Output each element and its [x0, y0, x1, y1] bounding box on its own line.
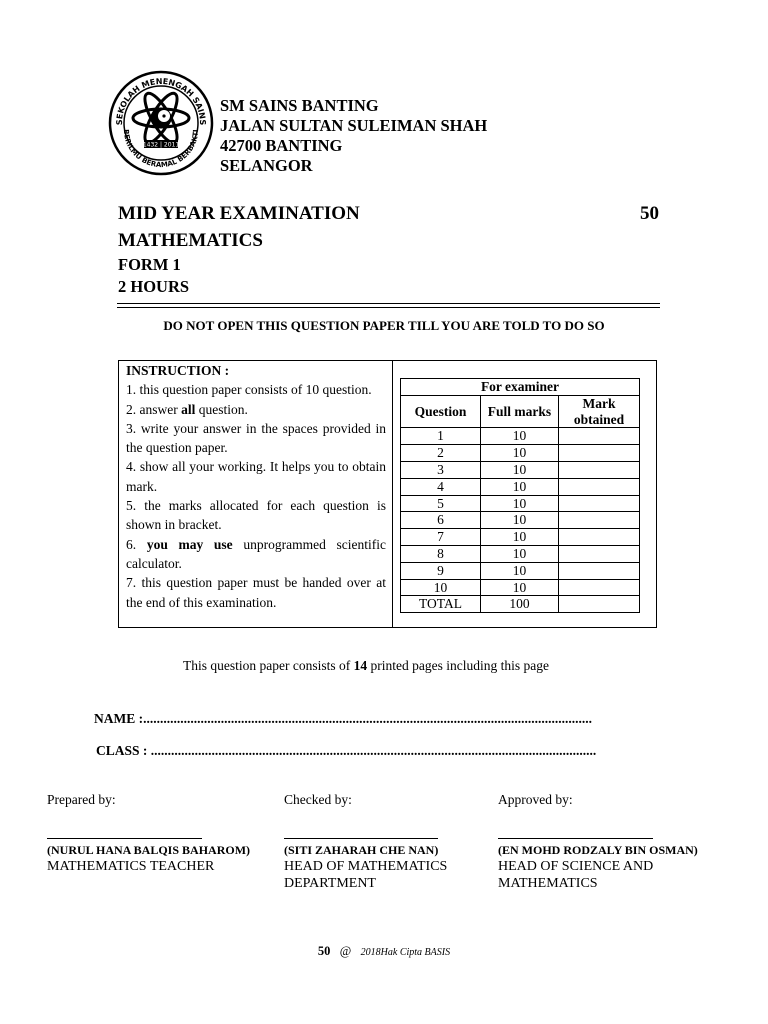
- page-footer: [0, 944, 768, 959]
- header-rule-bottom: [117, 307, 660, 308]
- total-label: TOTAL: [401, 596, 481, 613]
- class-field[interactable]: CLASS : ....................................................................................................................................: [96, 743, 597, 758]
- approved-by-label: Approved by:: [498, 792, 573, 807]
- question-number: 6: [401, 512, 481, 529]
- full-marks: 10: [481, 512, 559, 529]
- table-row: [401, 478, 640, 495]
- question-number: 8: [401, 545, 481, 562]
- logo-bottom-text: BERILMU BERAMAL BERBAKTI: [121, 129, 201, 170]
- logo-top-text: SEKOLAH MENENGAH SAINS: [114, 76, 208, 126]
- prepared-by-name: (NURUL HANA BALQIS BAHAROM): [47, 843, 251, 857]
- question-number: 2: [401, 445, 481, 462]
- question-number: 4: [401, 478, 481, 495]
- exam-title: MID YEAR EXAMINATION: [118, 203, 360, 224]
- exam-form: FORM 1: [118, 255, 181, 274]
- table-row: [401, 545, 640, 562]
- table-row: [401, 512, 640, 529]
- instruction-box-divider: [392, 360, 393, 628]
- approved-by-role: HEAD OF SCIENCE AND MATHEMATICS: [498, 859, 654, 891]
- instruction-2-post: question.: [195, 401, 248, 417]
- instruction-2: [126, 400, 386, 419]
- instruction-2-bold: all: [181, 401, 196, 417]
- question-number: 3: [401, 461, 481, 478]
- approved-by-name: (EN MOHD RODZALY BIN OSMAN): [498, 843, 698, 857]
- mark-obtained-cell: [559, 545, 640, 562]
- instruction-heading: INSTRUCTION :: [126, 363, 230, 378]
- full-marks: 10: [481, 428, 559, 445]
- table-row: [401, 562, 640, 579]
- table-row: [401, 579, 640, 596]
- question-number: 7: [401, 529, 481, 546]
- full-marks: 10: [481, 545, 559, 562]
- footer-copyright: 2018Hak Cipta BASIS: [360, 947, 451, 958]
- approved-signature-line: [498, 838, 653, 839]
- checked-by-label: Checked by:: [284, 792, 352, 807]
- mark-obtained-cell: [559, 562, 640, 579]
- instruction-list: [126, 361, 386, 612]
- table-row: [401, 495, 640, 512]
- logo-years: 1432 | 2011: [142, 141, 180, 149]
- mark-obtained-cell: [559, 428, 640, 445]
- examiner-table: [400, 378, 640, 613]
- full-marks: 10: [481, 562, 559, 579]
- instruction-6-pre: 6.: [126, 536, 147, 552]
- exam-subject: MATHEMATICS: [118, 230, 263, 251]
- mark-obtained-cell: [559, 579, 640, 596]
- total-obtained-cell: [559, 596, 640, 613]
- instruction-5: 5. the marks allocated for each question is shown in bracket.: [126, 498, 386, 533]
- checked-signature-line: [284, 838, 438, 839]
- table-row: [401, 461, 640, 478]
- exam-code: 50: [640, 203, 659, 224]
- pages-note: [0, 658, 732, 674]
- table-row: [401, 445, 640, 462]
- mark-obtained-cell: [559, 512, 640, 529]
- mark-obtained-cell: [559, 495, 640, 512]
- header-mark-obtained: Mark obtained: [559, 395, 640, 428]
- header-rule-top: [117, 303, 660, 304]
- header-full-marks: Full marks: [481, 395, 559, 428]
- full-marks: 10: [481, 579, 559, 596]
- school-state: SELANGOR: [220, 156, 313, 175]
- instruction-6-post: unprogrammed scientific calculator.: [126, 536, 386, 571]
- full-marks: 10: [481, 529, 559, 546]
- instruction-4: 4. show all your working. It helps you to obtain mark.: [126, 459, 386, 494]
- school-name: SM SAINS BANTING: [220, 96, 379, 115]
- mark-obtained-cell: [559, 445, 640, 462]
- footer-at-symbol: @: [339, 944, 352, 958]
- full-marks: 10: [481, 445, 559, 462]
- checked-by-role: HEAD OF MATHEMATICS DEPARTMENT: [284, 859, 448, 891]
- school-logo: [108, 70, 214, 176]
- question-number: 5: [401, 495, 481, 512]
- total-value: 100: [481, 596, 559, 613]
- full-marks: 10: [481, 461, 559, 478]
- instruction-7: 7. this question paper must be handed over at the end of this examination.: [126, 575, 386, 610]
- table-row: [401, 428, 640, 445]
- full-marks: 10: [481, 495, 559, 512]
- mark-obtained-cell: [559, 461, 640, 478]
- examiner-table-title: For examiner: [401, 379, 640, 396]
- prepared-by-label: Prepared by:: [47, 792, 116, 807]
- exam-duration: 2 HOURS: [118, 277, 190, 296]
- instruction-1: 1. this question paper consists of 10 question.: [126, 382, 372, 398]
- mark-obtained-cell: [559, 478, 640, 495]
- total-row: [401, 596, 640, 613]
- name-field[interactable]: NAME :.....................................................................................................................................: [94, 711, 592, 726]
- warning-text: DO NOT OPEN THIS QUESTION PAPER TILL YOU ARE TOLD TO DO SO: [163, 318, 605, 333]
- checked-by-name: (SITI ZAHARAH CHE NAN): [284, 843, 439, 857]
- pages-note-pre: This question paper consists of: [183, 658, 354, 673]
- instruction-6: [126, 535, 386, 574]
- instruction-2-pre: 2. answer: [126, 401, 182, 417]
- prepared-by-role: MATHEMATICS TEACHER: [47, 859, 215, 874]
- pages-count: 14: [353, 658, 368, 673]
- question-number: 9: [401, 562, 481, 579]
- instruction-3: 3. write your answer in the spaces provided in the question paper.: [126, 420, 386, 456]
- prepared-signature-line: [47, 838, 202, 839]
- table-row: [401, 529, 640, 546]
- school-postcode-city: 42700 BANTING: [220, 136, 343, 155]
- header-question: Question: [401, 395, 481, 428]
- footer-page-number: 50: [317, 944, 331, 958]
- full-marks: 10: [481, 478, 559, 495]
- pages-note-post: printed pages including this page: [367, 658, 549, 673]
- question-number: 10: [401, 579, 481, 596]
- mark-obtained-cell: [559, 529, 640, 546]
- school-street: JALAN SULTAN SULEIMAN SHAH: [220, 116, 488, 135]
- instruction-6-bold: you may use: [146, 536, 233, 552]
- question-number: 1: [401, 428, 481, 445]
